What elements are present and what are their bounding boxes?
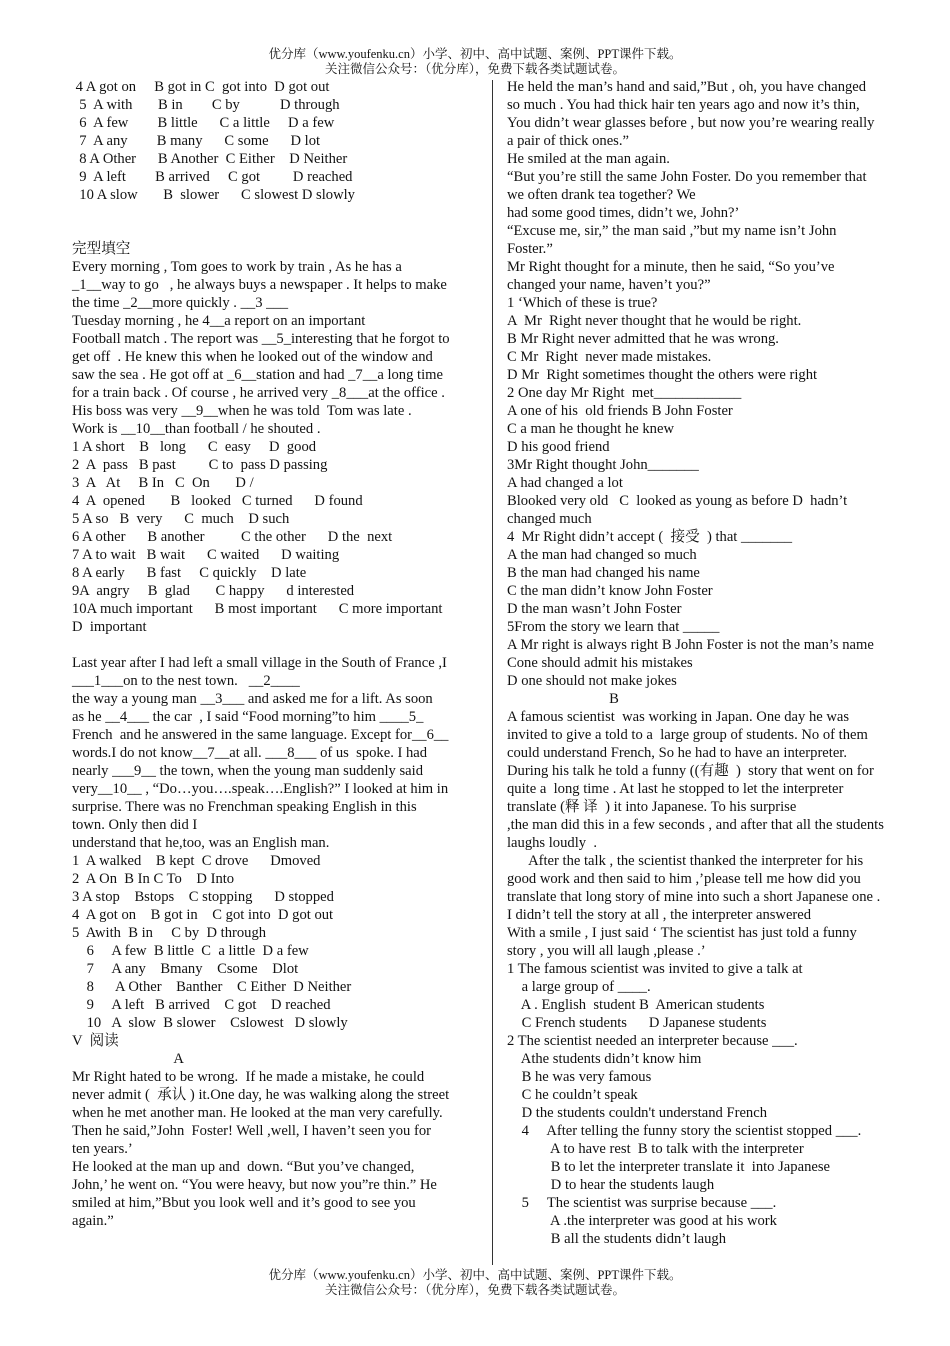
text-line: 6 A other B another C the other D the next xyxy=(72,529,393,545)
text-line: translate that long story of mine into such a short Japanese one . xyxy=(507,889,881,905)
text-line: the time _2__more quickly . __3 ___ xyxy=(72,295,289,311)
text-line: surprise. There was no Frenchman speaking English in this xyxy=(72,799,417,815)
text-line: a large group of ____. xyxy=(507,979,651,995)
text-line: John,’ he went on. “You were heavy, but now you”re thin.” He xyxy=(72,1177,437,1193)
text-line: 5 A so B very C much D such xyxy=(72,511,290,527)
text-line: story , you will all laugh ,please .’ xyxy=(507,943,706,959)
text-line: for a train back . Of course , he arrived very _8___at the office . xyxy=(72,385,445,401)
text-line: During his talk he told a funny ((有趣 ) story that went on for xyxy=(507,763,874,779)
text-line: B the man had changed his name xyxy=(507,565,700,581)
text-line: laughs loudly . xyxy=(507,835,597,851)
header-line-2: 关注微信公众号：（优分库），免费下载各类试题试卷。 xyxy=(324,62,625,76)
text-line: we often drank tea together? We xyxy=(507,187,696,203)
text-line: C Mr Right never made mistakes. xyxy=(507,349,712,365)
text-line: as he __4___ the car , I said “Food morning”to him ____5_ xyxy=(72,709,424,725)
text-line: ,the man did this in a few seconds , and after that all the students xyxy=(507,817,884,833)
text-line: A had changed a lot xyxy=(507,475,623,491)
text-line: words.I do not know__7__at all. ___8___ of us spoke. I had xyxy=(72,745,428,761)
text-line: 4 A got on B got in C got into D got out xyxy=(72,79,330,95)
text-line: Cone should admit his mistakes xyxy=(507,655,693,671)
text-line: 5 The scientist was surprise because ___. xyxy=(507,1195,777,1211)
text-line: 9 A left B arrived C got D reached xyxy=(72,997,331,1013)
header-line-1: 优分库（www.youfenku.cn）小学、初中、高中试题、案例、PPT课件下载。 xyxy=(268,47,682,61)
text-line: 8 A early B fast C quickly D late xyxy=(72,565,307,581)
text-line: 4 After telling the funny story the scientist stopped ___. xyxy=(507,1123,862,1139)
text-line: C the man didn’t know John Foster xyxy=(507,583,713,599)
text-line: smiled at him,”Bbut you look well and it’s good to see you xyxy=(72,1195,416,1211)
text-line: 2 The scientist needed an interpreter because ___. xyxy=(507,1033,798,1049)
text-line: 2 A pass B past C to pass D passing xyxy=(72,457,328,473)
text-line: D the man wasn’t John Foster xyxy=(507,601,682,617)
text-line: 4 Mr Right didn’t accept ( 接受 ) that _______ xyxy=(507,529,793,545)
text-line: had some good times, didn’t we, John?’ xyxy=(507,205,740,221)
text-line: understand that he,too, was an English man. xyxy=(72,835,330,851)
text-line: B to let the interpreter translate it into Japanese xyxy=(507,1159,830,1175)
left-column xyxy=(72,78,492,1230)
text-line: 3 A stop Bstops C stopping D stopped xyxy=(72,889,334,905)
text-line: _1__way to go , he always buys a newspaper . It helps to make xyxy=(72,277,447,293)
page-footer xyxy=(0,1268,950,1298)
text-line: 9 A left B arrived C got D reached xyxy=(72,169,353,185)
text-line: Every morning , Tom goes to work by train , As he has a xyxy=(72,259,402,275)
text-line: 7 A to wait B wait C waited D waiting xyxy=(72,547,340,563)
text-line xyxy=(72,636,492,654)
text-line: Blooked very old C looked as young as before D hadn’t xyxy=(507,493,848,509)
text-line: D his good friend xyxy=(507,439,610,455)
text-line: 10 A slow B slower C slowest D slowly xyxy=(72,187,355,203)
text-line: Then he said,”John Foster! Well ,well, I haven’t seen you for xyxy=(72,1123,431,1139)
text-line: French and he answered in the same language. Except for__6__ xyxy=(72,727,449,743)
text-line: A Mr Right never thought that he would be right. xyxy=(507,313,802,329)
text-line: get off . He knew this when he looked out of the window and xyxy=(72,349,433,365)
text-line: 完型填空 xyxy=(72,241,131,257)
text-line: 6 A few B little C a little D a few xyxy=(72,115,335,131)
text-line: 4 A got on B got in C got into D got out xyxy=(72,907,334,923)
text-line: D one should not make jokes xyxy=(507,673,677,689)
text-line: saw the sea . He got off at _6__station and had _7__a long time xyxy=(72,367,443,383)
footer-line-1: 优分库（www.youfenku.cn）小学、初中、高中试题、案例、PPT课件下载。 xyxy=(268,1268,682,1282)
text-line: ___1___on to the nest town. __2____ xyxy=(72,673,300,689)
text-line: A one of his old friends B John Foster xyxy=(507,403,733,419)
text-line: when he met another man. He looked at the man very carefully. xyxy=(72,1105,443,1121)
text-line: 10A much important B most important C more important xyxy=(72,601,443,617)
text-line: He held the man’s hand and said,”But , oh, you have changed xyxy=(507,79,867,95)
text-line xyxy=(72,204,492,222)
footer-line-2: 关注微信公众号：（优分库），免费下载各类试题试卷。 xyxy=(324,1283,625,1297)
text-line: Mr Right thought for a minute, then he said, “So you’ve xyxy=(507,259,835,275)
text-line: 1 ‘Which of these is true? xyxy=(507,295,658,311)
text-line: A Mr right is always right B John Foster is not the man’s name xyxy=(507,637,874,653)
text-line: good work and then said to him ,’please tell me how did you xyxy=(507,871,861,887)
text-line: Last year after I had left a small village in the South of France ,I xyxy=(72,655,447,671)
text-line: 2 One day Mr Right met____________ xyxy=(507,385,742,401)
text-line: His boss was very __9__when he was told Tom was late . xyxy=(72,403,412,419)
text-line: 8 A Other Banther C Either D Neither xyxy=(72,979,352,995)
text-line: very__10__ , “Do…you….speak….English?” I looked at him in xyxy=(72,781,449,797)
text-line: C French students D Japanese students xyxy=(507,1015,767,1031)
text-line: changed your name, haven’t you?” xyxy=(507,277,711,293)
text-line: the way a young man __3___ and asked me for a lift. As soon xyxy=(72,691,433,707)
text-line: A .the interpreter was good at his work xyxy=(507,1213,777,1229)
text-line: Football match . The report was __5_interesting that he forgot to xyxy=(72,331,450,347)
text-line: 10 A slow B slower Cslowest D slowly xyxy=(72,1015,348,1031)
text-line: He looked at the man up and down. “But you’ve changed, xyxy=(72,1159,415,1175)
text-line: Foster.” xyxy=(507,241,553,257)
text-line: Mr Right hated to be wrong. If he made a mistake, he could xyxy=(72,1069,425,1085)
text-line: He smiled at the man again. xyxy=(507,151,670,167)
text-line: A to have rest B to talk with the interpreter xyxy=(507,1141,804,1157)
text-line: 5 A with B in C by D through xyxy=(72,97,340,113)
text-line: “But you’re still the same John Foster. Do you remember that xyxy=(507,169,867,185)
text-line: never admit ( 承认 ) it.One day, he was walking along the street xyxy=(72,1087,450,1103)
text-line: 2 A On B In C To D Into xyxy=(72,871,235,887)
column-divider xyxy=(492,80,493,1265)
text-line: V 阅读 xyxy=(72,1033,119,1049)
text-line: ten years.’ xyxy=(72,1141,133,1157)
text-line: C a man he thought he knew xyxy=(507,421,674,437)
text-line: could understand French, So he had to have an interpreter. xyxy=(507,745,848,761)
text-line: C he couldn’t speak xyxy=(507,1087,638,1103)
text-line: You didn’t wear glasses before , but now you’re wearing really xyxy=(507,115,875,131)
text-line: 3 A At B In C On D / xyxy=(72,475,254,491)
text-line: D important xyxy=(72,619,147,635)
text-line xyxy=(72,222,492,240)
text-line: quite a long time . At last he stopped to let the interpreter xyxy=(507,781,844,797)
text-line: 5 Awith B in C by D through xyxy=(72,925,267,941)
text-line: A xyxy=(72,1051,184,1067)
text-line: changed much xyxy=(507,511,592,527)
text-line: 3Mr Right thought John_______ xyxy=(507,457,699,473)
text-line: I didn’t tell the story at all , the interpreter answered xyxy=(507,907,812,923)
text-line: B xyxy=(507,691,619,707)
text-line: “Excuse me, sir,” the man said ,”but my name isn’t John xyxy=(507,223,837,239)
text-line: 8 A Other B Another C Either D Neither xyxy=(72,151,348,167)
text-line: 1 A short B long C easy D good xyxy=(72,439,317,455)
text-line: Tuesday morning , he 4__a report on an important xyxy=(72,313,366,329)
text-line: D the students couldn't understand French xyxy=(507,1105,768,1121)
text-line: a pair of thick ones.” xyxy=(507,133,629,149)
text-line: B all the students didn’t laugh xyxy=(507,1231,727,1247)
text-line: D to hear the students laugh xyxy=(507,1177,715,1193)
text-line: 5From the story we learn that _____ xyxy=(507,619,720,635)
text-line: With a smile , I just said ‘ The scientist has just told a funny xyxy=(507,925,857,941)
text-line: invited to give a told to a large group of students. No of them xyxy=(507,727,868,743)
text-line: 7 A any B many C some D lot xyxy=(72,133,321,149)
text-line: town. Only then did I xyxy=(72,817,198,833)
text-line: again.” xyxy=(72,1213,114,1229)
text-line: 9A angry B glad C happy d interested xyxy=(72,583,355,599)
text-line: After the talk , the scientist thanked the interpreter for his xyxy=(507,853,864,869)
page-header xyxy=(0,47,950,77)
text-line: so much . You had thick hair ten years ago and now it’s thin, xyxy=(507,97,860,113)
text-line: D Mr Right sometimes thought the others were right xyxy=(507,367,818,383)
right-column xyxy=(507,78,917,1248)
text-line: 7 A any Bmany Csome Dlot xyxy=(72,961,299,977)
text-line: A the man had changed so much xyxy=(507,547,697,563)
text-line: 1 The famous scientist was invited to give a talk at xyxy=(507,961,803,977)
text-line: translate (释 译 ) it into Japanese. To his surprise xyxy=(507,799,797,815)
text-line: nearly ___9__ the town, when the young man suddenly said xyxy=(72,763,423,779)
text-line: Work is __10__than football / he shouted . xyxy=(72,421,321,437)
text-line: 1 A walked B kept C drove Dmoved xyxy=(72,853,321,869)
text-line: 6 A few B little C a little D a few xyxy=(72,943,309,959)
text-line: Athe students didn’t know him xyxy=(507,1051,702,1067)
text-line: B he was very famous xyxy=(507,1069,652,1085)
text-line: A famous scientist was working in Japan. One day he was xyxy=(507,709,850,725)
text-line: B Mr Right never admitted that he was wrong. xyxy=(507,331,779,347)
text-line: A . English student B American students xyxy=(507,997,765,1013)
text-line: 4 A opened B looked C turned D found xyxy=(72,493,363,509)
